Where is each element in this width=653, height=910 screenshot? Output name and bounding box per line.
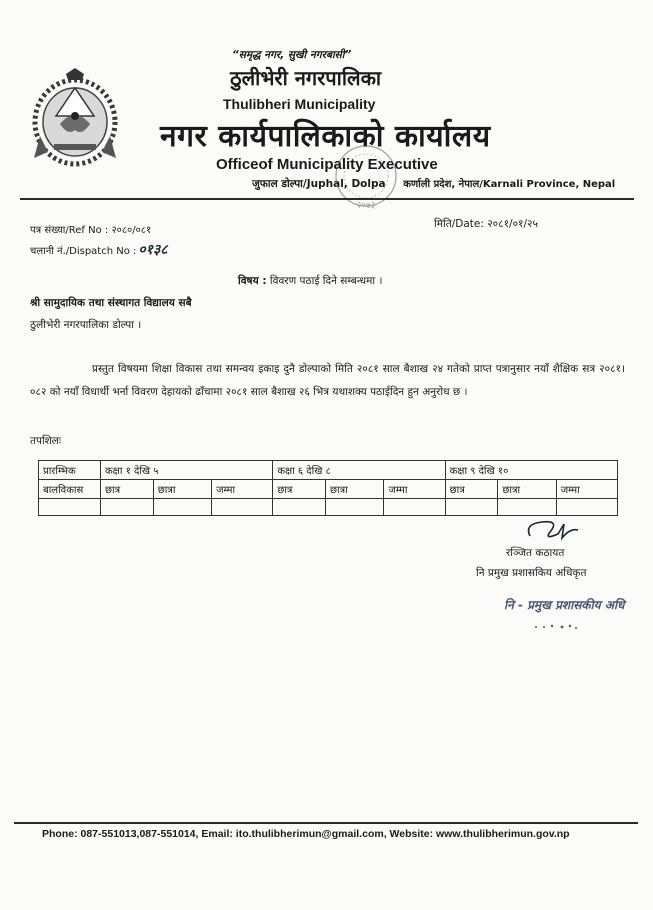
table-sub-header: छात्र <box>273 480 326 499</box>
signer-name: रञ्जित कठायत <box>506 547 565 559</box>
subject-line <box>238 274 382 288</box>
province-text: कर्णाली प्रदेश, नेपाल/Karnali Province, Nepal <box>403 179 616 190</box>
header-divider <box>20 198 634 200</box>
table-group-header: कक्षा १ देखि ५ <box>101 461 273 480</box>
nepal-emblem-icon <box>26 66 124 170</box>
slogan: “समृद्ध नगर, सुखी नगरबासी” <box>232 49 352 61</box>
office-name-english: Officeof Municipality Executive <box>216 156 438 173</box>
table-cell <box>153 499 211 516</box>
table-cell <box>212 499 273 516</box>
table-group-header: कक्षा ६ देखि ८ <box>273 461 445 480</box>
footer-divider <box>14 822 638 824</box>
table-cell: बालविकास <box>39 480 101 499</box>
stamp-number: २०७३ <box>356 201 376 211</box>
municipality-name-english: Thulibheri Municipality <box>223 96 376 112</box>
table-row <box>39 499 618 516</box>
table-sub-header: जम्मा <box>384 480 445 499</box>
letter-date <box>434 217 538 231</box>
table-sub-header: छात्रा <box>326 480 384 499</box>
subject-label: विषय : <box>238 275 267 287</box>
table-cell <box>498 499 556 516</box>
table-sub-header: जम्मा <box>556 480 617 499</box>
dispatch-number <box>30 240 168 259</box>
table-cell <box>101 499 154 516</box>
table-cell: प्रारम्भिक <box>39 461 101 480</box>
ref-value: २०८०/०८१ <box>111 225 152 236</box>
table-row <box>39 461 618 480</box>
table-cell <box>273 499 326 516</box>
enrollment-table <box>38 460 618 516</box>
footer-contact: Phone: 087-551013,087-551014, Email: ito.thulibherimun@gmail.com, Website: www.thulibherimun.gov.np <box>42 828 570 840</box>
office-name-nepali: नगर कार्यपालिकाको कार्यालय <box>160 119 491 154</box>
table-group-header: कक्षा ९ देखि १० <box>445 461 617 480</box>
table-sub-header: छात्रा <box>153 480 211 499</box>
office-stamp-icon <box>330 140 402 212</box>
table-cell <box>326 499 384 516</box>
ref-label: पत्र संख्या/Ref No : <box>30 225 112 236</box>
addressee-line-2: ठुलीभेरी नगरपालिका डोल्पा । <box>30 319 142 331</box>
date-label: मिति/Date: <box>434 218 488 230</box>
table-cell <box>39 499 101 516</box>
address-text: जुफाल डोल्पा/Juphal, Dolpa <box>252 178 386 190</box>
signer-title: नि प्रमुख प्रशासकिय अधिकृत <box>476 567 587 579</box>
dispatch-label: चलानी नं./Dispatch No : <box>30 246 137 257</box>
signature-icon <box>520 516 584 546</box>
dispatch-value: ०१३८ <box>138 242 168 258</box>
table-sub-header: जम्मा <box>212 480 273 499</box>
seal-dots-icon <box>532 622 580 632</box>
table-sub-header: छात्र <box>101 480 154 499</box>
official-seal: नि - प्रमुख प्रशासकीय अधि <box>504 598 625 612</box>
date-value: २०८१/०१/२५ <box>487 218 538 230</box>
subject-text: विवरण पठाई दिने सम्बन्धमा । <box>266 275 383 287</box>
table-cell <box>384 499 445 516</box>
table-sub-header: छात्र <box>445 480 498 499</box>
ref-number <box>30 222 151 236</box>
table-sub-header: छात्रा <box>498 480 556 499</box>
table-cell <box>556 499 617 516</box>
table-cell <box>445 499 498 516</box>
table-row <box>39 480 618 499</box>
addressee-line-1: श्री सामुदायिक तथा संस्थागत विद्यालय सबै <box>30 297 192 309</box>
details-label: तपशिलः <box>30 435 62 447</box>
municipality-name-nepali: ठुलीभेरी नगरपालिका <box>230 66 382 90</box>
body-paragraph: प्रस्तुत विषयमा शिक्षा विकास तथा समन्वय इकाइ दुनै डोल्पाको मिति २०८१ साल बैशाख २४ गतेको प्राप्त पत्रानुसार नयाँ शैक्षिक सत्र २०८१।०८२ को नयाँ विधार्थी भर्ना विवरण देहायको ढाँचामा २०८१ साल बैशाख २६ भित्र यथाशक्य पठाईदिन हुन अनुरोध छ । <box>30 363 625 398</box>
office-address <box>252 176 615 191</box>
